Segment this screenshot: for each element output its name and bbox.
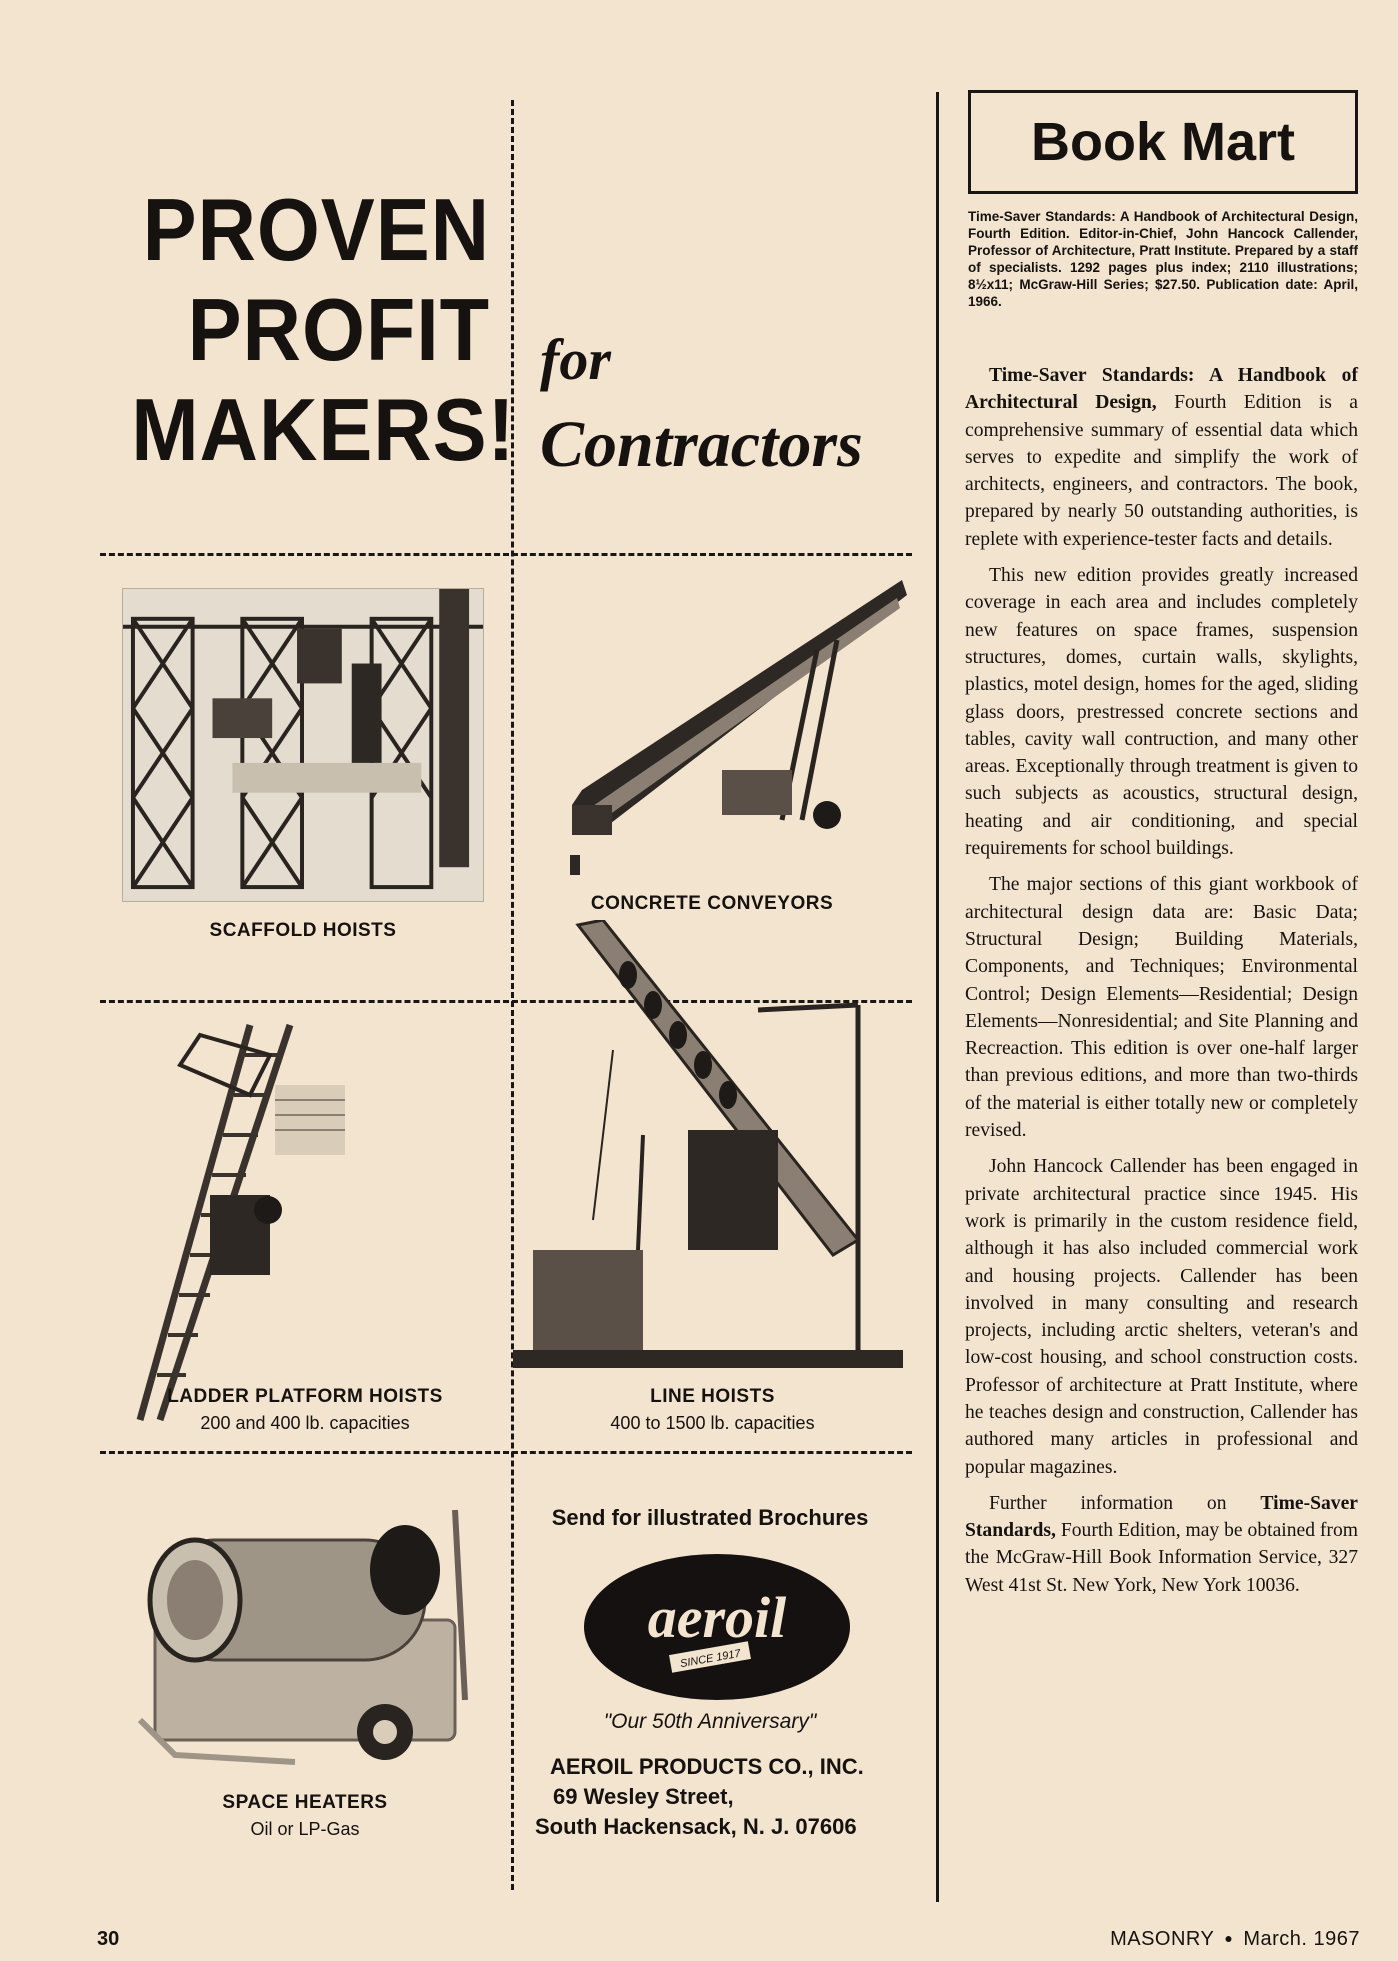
- scaffold-hoists-caption: SCAFFOLD HOISTS: [209, 920, 397, 941]
- article-paragraph-4: John Hancock Callender has been engaged in private architectural practice since 1945. His work is primarily in the custom residence field, although it has also included commercial work and housing projects. Callender has been involved in many consulting and research projects, including arctic shelters, veteran's and low-cost housing, and school construction costs. Professor of architecture at Pratt Institute, where he teaches design and construction, Callender has authored many articles in professional and popular magazines.: [965, 1156, 1358, 1478]
- ladder-hoist-image: [120, 1015, 390, 1425]
- article-paragraph-3: The major sections of this giant workbook of architectural design data are: Basic Data; Structural Design; Building Materials, Components, and Techniques; Environmental Control; Design Elements—Residential; Design Elements—Nonresidential; and Site Planning and Recreaction. This edition is over one-half larger than previous editions, and more than two-thirds of the material is either totally new or completely revised.: [965, 874, 1358, 1142]
- ad-divider-1: [100, 553, 912, 556]
- company-street: 69 Wesley Street,: [553, 1784, 734, 1809]
- ad-divider-3: [100, 1451, 912, 1454]
- space-heaters-caption: SPACE HEATERS: [222, 1792, 388, 1813]
- company-city: South Hackensack, N. J. 07606: [535, 1814, 857, 1839]
- ad-for: for: [540, 327, 611, 392]
- line-hoists-caption: LINE HOISTS: [650, 1386, 775, 1407]
- anniversary-text: "Our 50th Anniversary": [603, 1710, 817, 1733]
- book-mart-article: [965, 362, 1358, 1608]
- headline-line-3: MAKERS!: [131, 380, 516, 479]
- headline-line-1: PROVEN: [142, 180, 490, 279]
- page-footer: [1020, 1928, 1360, 1951]
- book-mart-title: Book Mart: [968, 90, 1358, 194]
- column-rule: [936, 92, 939, 1902]
- line-hoists-capacity: 400 to 1500 lb. capacities: [610, 1413, 815, 1433]
- space-heaters-fuel: Oil or LP-Gas: [250, 1819, 360, 1839]
- article-paragraph-5: Further information on Time-Saver Standards, Fourth Edition, may be obtained from the McGraw-Hill Book Information Service, 327 West 41st St. New York, New York 10036.: [965, 1492, 1358, 1596]
- headline-line-2: PROFIT: [187, 280, 490, 379]
- page-number: 30: [97, 1928, 120, 1950]
- book-mart-citation: Time-Saver Standards: A Handbook of Architectural Design, Fourth Edition. Editor-in-Chief, John Hancock Callender, Professor of Architecture, Pratt Institute. Prepared by a staff of specialists. 1292 pages plus index; 2110 illustrations; 8½x11; McGraw-Hill Series; $27.50. Publication date: April, 1966.: [968, 209, 1358, 309]
- ad-contractors: Contractors: [540, 408, 863, 481]
- aeroil-logo: [582, 1552, 852, 1702]
- line-hoist-image: [513, 920, 903, 1368]
- magazine-name: MASONRY: [1110, 1928, 1215, 1950]
- ladder-platform-hoists-caption: LADDER PLATFORM HOISTS: [167, 1386, 443, 1407]
- ad-headline: [131, 180, 516, 480]
- concrete-conveyor-image: [562, 570, 912, 875]
- footer-bullet: ●: [1224, 1930, 1234, 1946]
- space-heater-image: [135, 1500, 480, 1775]
- issue-date: March. 1967: [1243, 1928, 1360, 1950]
- ladder-platform-hoists-capacity: 200 and 400 lb. capacities: [200, 1413, 410, 1433]
- logo-wordmark: aeroil: [647, 1585, 787, 1650]
- company-address: [535, 1752, 895, 1842]
- company-name: AEROIL PRODUCTS CO., INC.: [550, 1754, 864, 1779]
- concrete-conveyors-caption: CONCRETE CONVEYORS: [590, 893, 834, 914]
- article-paragraph-2: This new edition provides greatly increased coverage in each area and includes completely new features on space frames, suspension structures, domes, curtain walls, skylights, plastics, motel design, homes for the aged, sliding glass doors, prestressed concrete sections and tables, cavity wall contruction, and many other areas. Exceptionally through treatment is given to such subjects as acoustics, structural design, heating and air conditioning, and special requirements for school buildings.: [965, 565, 1358, 860]
- send-brochures-text: Send for illustrated Brochures: [551, 1505, 869, 1530]
- scaffold-hoist-image: [122, 588, 484, 902]
- article-paragraph-1: Time-Saver Standards: A Handbook of Architectural Design, Fourth Edition is a comprehensive summary of essential data which serves to expedite and simplify the work of architects, engineers, and contractors. The book, prepared by nearly 50 outstanding authorities, is replete with experience-tester facts and details.: [965, 365, 1358, 550]
- logo-since: SINCE 1917: [679, 1647, 742, 1671]
